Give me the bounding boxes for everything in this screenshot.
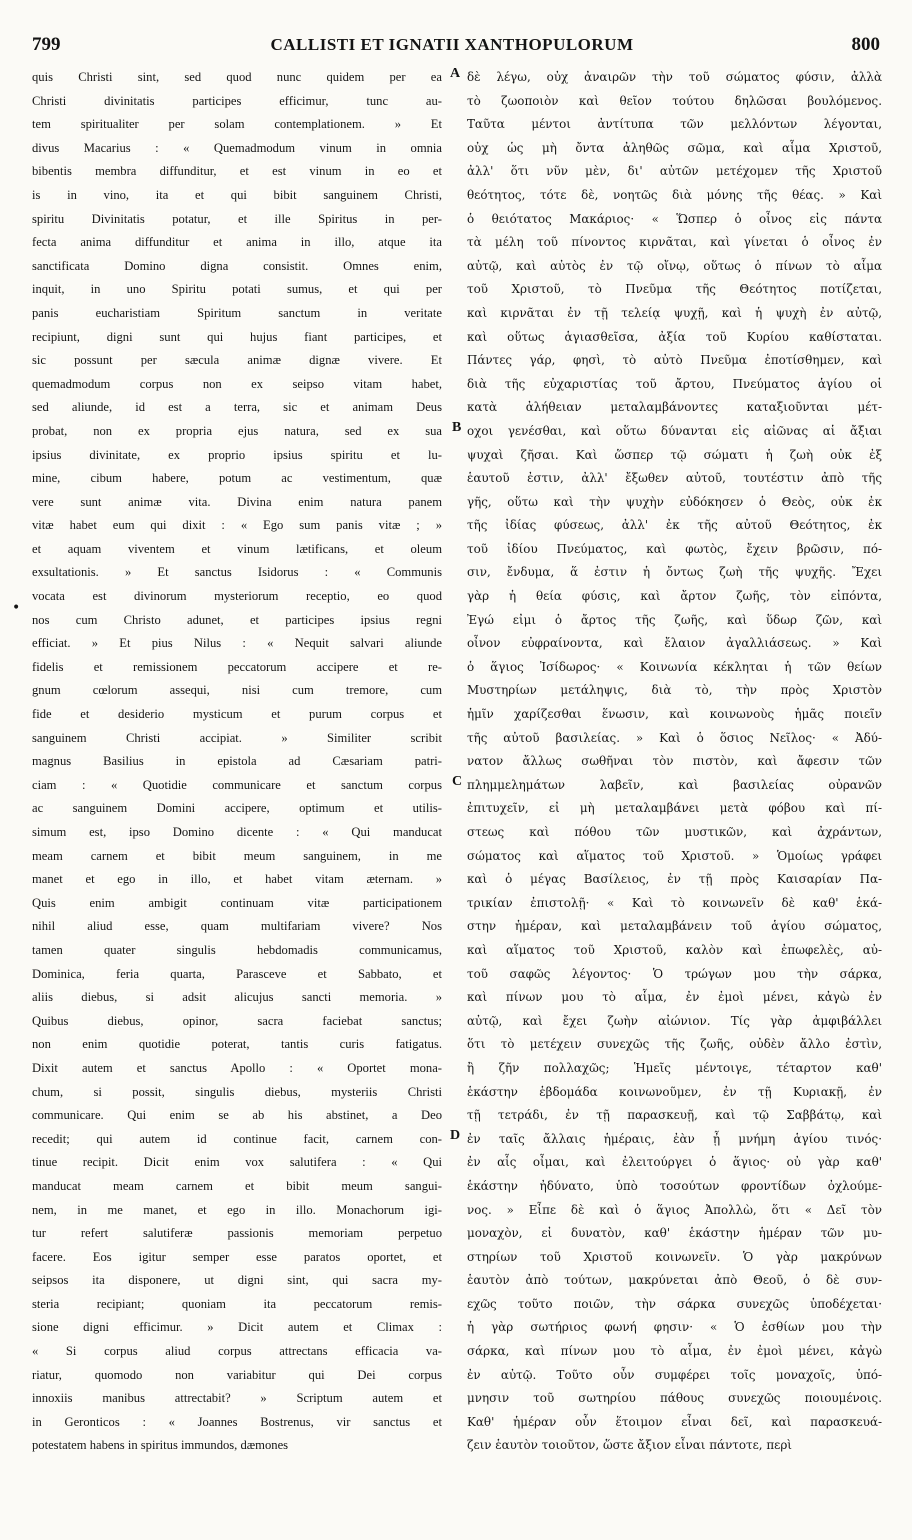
greek-text-line: ἑαυτὸν ἀπὸ τούτων, μακρύνεται ἀπὸ Θεοῦ, ὁ δὲ συν- [467, 1273, 882, 1288]
greek-text-line: στηρίων τοῦ Χριστοῦ κοινωνεῖν. Ὁ γὰρ μακρύνων [467, 1249, 882, 1264]
latin-text-line: sanctificata Domino digna consistit. Omnes enim, [32, 258, 442, 273]
greek-text-line: τῆς ἰδίας φύσεως, ἀλλ' ἐκ τῆς αὐτοῦ Θεότητος, ἐκ [467, 518, 882, 533]
greek-text-line: Ταῦτα μέντοι ἀντίτυπα τῶν μελλόντων λέγονται, [467, 117, 882, 132]
greek-text-line: ἐπιτυχεῖν, εἰ μὴ μεταλαμβάνει μετὰ φόβου καὶ πί- [467, 801, 882, 816]
greek-text-line: ἡμῖν χαρίζεσθαι ἕνωσιν, καὶ κοινωνοὺς ἡμᾶς ποιεῖν [467, 707, 882, 722]
latin-text-line: quis Christi sint, sed quod nunc quidem per ea [32, 70, 442, 84]
greek-text-line: ἑαυτοῦ ἐστιν, ἀλλ' ἔξωθεν αὐτοῦ, τουτέστιν ἀπὸ τῆς [467, 471, 882, 486]
greek-text-line: τῇ τετράδι, ἐν τῇ παρασκευῇ, καὶ τῷ Σαββάτῳ, καὶ [467, 1108, 882, 1123]
latin-text-line: gnum cœlorum assequi, nisi cum tremore, cum [32, 683, 442, 698]
greek-text-line: τὸ ζωοποιὸν καὶ θεῖον τούτου δηλῶσαι βουλόμενος. [467, 93, 882, 108]
greek-text-line: τὰ μέλη τοῦ πίνοντος κιρνᾶται, καὶ γίνεται ὁ οἶνος ἐν [467, 235, 882, 250]
latin-text-line: in Geronticos : « Joannes Bostrenus, vir sanctus et [32, 1414, 442, 1429]
greek-text-line: γὰρ ἡ θεία φύσις, καὶ ἄρτον ζωῆς, τὸν εἰπόντα, [467, 589, 882, 604]
latin-text-line: tem spiritualiter per solam contemplationem. » Et [32, 117, 442, 132]
latin-text-line: aliis diebus, si adsit alicujus sancti memoria. » [32, 990, 442, 1005]
latin-text-line: innoxiis manibus attrectabit? » Scriptum autem et [32, 1391, 442, 1406]
latin-text-line: Dominica, feria quarta, Parasceve et Sabbato, et [32, 966, 442, 981]
latin-text-line: ac sanguinem Domini accipere, optimum et utilis- [32, 801, 442, 816]
latin-text-line: panis eucharistiam Spiritum sanctum in veritate [32, 305, 442, 320]
latin-text-line: vitæ habet eum qui dixit : « Ego sum panis vitæ ; » [32, 518, 442, 533]
greek-text-line: νος. » Εἶπε δὲ καὶ ὁ ἅγιος Ἀπολλὼ, ὅτι « Δεῖ τὸν [467, 1202, 882, 1217]
latin-text-line: sione digni efficimur. » Dicit autem et Climax : [32, 1320, 442, 1335]
greek-text-line: τοῦ σαφῶς λέγοντος· Ὁ τρώγων μου τὴν σάρκα, [467, 966, 882, 981]
latin-text-line: nihil aliud esse, quam multifariam vivere? Nos [32, 919, 442, 934]
greek-text-line: κατὰ ἀλήθειαν μεταλαμβάνοντες καταξιοῦνται μέτ- [467, 400, 882, 415]
latin-text-line: bibentis membra diffunditur, et est vinum in eo et [32, 164, 442, 179]
margin-letter-c: C [452, 774, 463, 789]
latin-text-line: divus Macarius : « Quemadmodum vinum in omnia [32, 140, 442, 155]
latin-text-line: meam carnem et bibit meum sanguinem, in me [32, 848, 442, 863]
greek-text-line: Καθ' ἡμέραν οὖν ἕτοιμον εἶναι δεῖ, καὶ παρασκευά- [467, 1414, 882, 1429]
latin-text-line: mine, cibum habere, potum ac vestimentum, quæ [32, 471, 442, 486]
latin-text-line: sic possunt per sæcula animæ dignæ vivere. Et [32, 353, 442, 368]
page-number-right: 800 [851, 34, 880, 55]
latin-text-line: potestatem habens in spiritus immundos, dæmones [32, 1438, 289, 1453]
greek-text-line: νατον ἄλλως σωθῆναι τὸν πιστὸν, καὶ ἄφεσιν τῶν [467, 754, 882, 769]
greek-text-line: σάρκα, καὶ πίνων μου τὸ αἷμα, ἐν ἐμοὶ μένει, κἀγὼ [467, 1344, 882, 1359]
latin-text-line: « Si corpus aliud corpus attrectans efficacia va- [32, 1344, 442, 1359]
greek-text-line: σιν, ἔνδυμα, ἅ ἐστιν ἡ ὄντως ζωὴ τῆς ψυχῆς. Ἔχει [467, 565, 882, 580]
latin-text-line: efficiat. » Et pius Nilus : « Nequit salvari aliunde [32, 636, 442, 651]
latin-text-line: fide et desiderio mysticum et purum corpus et [32, 707, 442, 722]
latin-text-line: inquit, in uno Spiritu potati sumus, et qui per [32, 282, 442, 297]
greek-text-line: οἶνον εὐφραίνοντα, καὶ ἔλαιον ἀγαλλιάσεως. » Καὶ [467, 636, 882, 651]
latin-text-line: tinue recipit. Dicit enim vox salutifera : « Qui [32, 1155, 442, 1170]
greek-text-line: ψυχαὶ ζῆσαι. Καὶ ὥσπερ τῷ σώματι ἡ ζωὴ οὐκ ἐξ [467, 447, 882, 462]
latin-text-line: tamen quater singulis hebdomadis communicamus, [32, 942, 442, 957]
margin-letter-d: D [450, 1128, 461, 1143]
greek-text-line: καὶ πίνων μου τὸ αἷμα, ἐν ἐμοὶ μένει, κἀγὼ ἐν [467, 990, 882, 1005]
greek-text-line: αὐτῷ, καὶ ἔχει ζωὴν αἰώνιον. Τίς γὰρ ἀμφιβάλλει [467, 1013, 882, 1028]
greek-text-line: μοναχὸν, εἰ δυνατὸν, καθ' ἑκάστην ἡμέραν τῶν μυ- [467, 1226, 882, 1241]
latin-text-line: manet et ego in illo, et habet vitam æternam. » [32, 872, 442, 887]
latin-text-line: sanguinem Christi accipiat. » Similiter scribit [32, 730, 442, 745]
greek-text-line: ἀλλ' ὅτι νῦν μὲν, δι' αὐτῶν μετέχομεν τῆς Χριστοῦ [467, 164, 882, 179]
latin-text-line: Christi divinitatis participes efficimur, tunc au- [32, 93, 442, 108]
greek-text-line: οὐχ ὡς μὴ ὄντα ἀληθῶς σῶμα, καὶ αἷμα Χριστοῦ, [467, 140, 882, 155]
latin-text-line: Dixit autem et sanctus Apollo : « Oportet mona- [32, 1060, 442, 1075]
latin-text-line: manducat meam carnem et bibit meum sangui- [32, 1178, 442, 1193]
greek-text-line: ἑκάστην ἠδύνατο, ὑπὸ τοσούτων φροντίδων ὀχλούμε- [467, 1178, 882, 1193]
latin-text-line: recipiunt, digni sunt qui hujus fiant participes, et [32, 329, 442, 344]
greek-text-line: ἐν ταῖς ἄλλαις ἡμέραις, ἐὰν ᾖ μνήμη ἁγίου τινός· [467, 1131, 882, 1146]
greek-text-line: τοῦ Χριστοῦ, τὸ Πνεῦμα τῆς Θεότητος ποτίζεται, [467, 282, 882, 297]
greek-text-line: ἑκάστην ἑβδομάδα κοινωνοῦμεν, ἐν τῇ Κυριακῇ, ἐν [467, 1084, 882, 1099]
latin-text-line: quemadmodum corpus non ex seipso vitam habet, [32, 376, 442, 391]
latin-text-line: nem, in me manet, et ego in illo. Monachorum igi- [32, 1202, 442, 1217]
latin-text-line: Quis enim ambigit continuam vitæ participationem [32, 895, 442, 910]
greek-text-line: στεως καὶ πόθου τῶν μυστικῶν, καὶ ἀχράντων, [467, 825, 882, 839]
latin-text-line: recedit; qui autem id continue facit, carnem con- [32, 1131, 442, 1146]
greek-column [467, 66, 882, 1458]
greek-text-line: τοῦ ἰδίου Πνεύματος, καὶ φωτὸς, ἔχειν βρῶσιν, πό- [467, 541, 882, 556]
greek-text-line: μνησιν τοῦ σωτηρίου πάθους συνεχῶς ποιουμένοις. [467, 1391, 882, 1406]
greek-text-line: στην ἡμέραν, καὶ μεταλαμβάνειν τοῦ ἁγίου σώματος, [467, 919, 882, 934]
greek-text-line: ἢ ζῆν πολλαχῶς; Ἡμεῖς μέντοιγε, τέταρτον καθ' [467, 1060, 882, 1075]
latin-text-line: vocata est divinorum mysteriorum receptio, eo quod [32, 589, 442, 604]
greek-text-line: τρικίαν ἐπιστολῇ· « Καὶ τὸ κοινωνεῖν δὲ καθ' ἑκά- [467, 895, 882, 910]
greek-text-line: θεότητος, τότε δὲ, νοητῶς διὰ μόνης τῆς θέας. » Καὶ [467, 187, 882, 202]
latin-text-line: spiritu Divinitatis potatur, et ille Spiritus in per- [32, 211, 442, 226]
latin-text-line: nos cum Christo adunet, et participes ipsius regni [32, 612, 442, 627]
greek-text-line: ζειν ἑαυτὸν τοιοῦτον, ὥστε ἄξιον εἶναι πάντοτε, περὶ [467, 1438, 792, 1453]
latin-text-line: probat, non ex propria ejus natura, sed ex sua [32, 423, 442, 438]
greek-text-line: καὶ αἵματος τοῦ Χριστοῦ, καλὸν καὶ ἐπωφελὲς, αὐ- [467, 942, 882, 957]
latin-text-line: communicare. Qui enim se ab his abstinet, a Deo [32, 1108, 442, 1123]
greek-text-line: τῆς αὐτοῦ βασιλείας. » Καὶ ὁ ὅσιος Νεῖλος· « Ἀδύ- [467, 730, 882, 745]
latin-text-line: simum est, ipso Domino dicente : « Qui manducat [32, 825, 442, 839]
greek-text-line: Ἐγώ εἰμι ὁ ἄρτος τῆς ζωῆς, καὶ ὕδωρ ζῶν, καὶ [467, 612, 882, 627]
greek-text-line: Πάντες γάρ, φησὶ, τὸ αὐτὸ Πνεῦμα ἐποτίσθημεν, καὶ [467, 353, 882, 368]
greek-text-line: ὁ ἅγιος Ἰσίδωρος· « Κοινωνία κέκληται ἡ τῶν θείων [467, 659, 882, 674]
latin-text-line: seipsos ita disponere, ut digni sint, qui sacra my- [32, 1273, 442, 1288]
greek-text-line: διὰ τῆς εὐχαριστίας τοῦ ἄρτου, Πνεύματος ἁγίου οἱ [467, 376, 882, 391]
page-header [24, 34, 880, 60]
latin-text-line: steria recipiant; quoniam ita peccatorum remis- [32, 1296, 442, 1311]
latin-text-line: chum, si possit, singulis diebus, mysteriis Christi [32, 1084, 442, 1099]
latin-text-line: fecta anima diffunditur et anima in illo, atque ita [32, 235, 442, 250]
greek-text-line: οχοι γενέσθαι, καὶ οὕτω δύνανται εἰς αἰῶνας αἱ ἄξιαι [467, 423, 882, 438]
latin-text-line: vere sunt animæ vita. Divina enim natura panem [32, 494, 442, 509]
latin-text-line: Quibus diebus, opinor, sacra faciebat sanctus; [32, 1013, 442, 1028]
greek-text-line: ἐν αἷς οἶμαι, καὶ ἐλειτούργει ὁ ἅγιος· οὐ γὰρ καθ' [467, 1155, 882, 1170]
latin-text-line: ipsius divinitate, ex proprio ipsius spiritu et lu- [32, 447, 442, 462]
latin-text-line: et aquam viventem et vinum lætificans, et oleum [32, 541, 442, 556]
running-title: CALLISTI ET IGNATII XANTHOPULORUM [270, 35, 634, 54]
greek-text-line: πλημμελημάτων λαβεῖν, καὶ βασιλείας οὐρανῶν [467, 777, 882, 792]
greek-text-line: σώματος καὶ αἵματος τοῦ Χριστοῦ. » Ὁμοίως γράφει [467, 848, 882, 863]
greek-text-line: Μυστηρίων μετάληψις, διὰ τὸ, τὴν πρὸς Χριστὸν [467, 683, 882, 698]
page-number-left: 799 [32, 34, 61, 55]
greek-text-line: καὶ κιρνᾶται ἐν τῇ τελείᾳ ψυχῇ, καὶ ἡ ψυχὴ ἐν αὐτῷ, [467, 305, 882, 320]
latin-text-line: is in vino, ita et qui bibit sanguinem Christi, [32, 187, 442, 202]
greek-text-line: αὐτῷ, καὶ αὐτὸς ἐν τῷ οἴνῳ, οὕτως ὁ πίνων τὸ αἷμα [467, 258, 882, 273]
margin-letter-b: B [452, 420, 462, 435]
greek-text-line: εχῶς τοῦτο ποιῶν, τὴν σάρκα συνεχῶς ὑποδέχεται· [467, 1296, 882, 1311]
greek-text-line: γῆς, οὕτω καὶ τὴν ψυχὴν εὐδόκησεν ὁ Θεὸς, οὐκ ἐκ [467, 494, 882, 509]
latin-text-line: facere. Eos igitur semper esse paratos oportet, et [32, 1249, 442, 1264]
margin-note-mark: • [12, 600, 21, 616]
greek-text-line: ἐν αὐτῷ. Τοῦτο οὖν συμφέρει τοῖς μοναχοῖς, ὑπό- [467, 1367, 882, 1382]
greek-text-line: καὶ ὁ μέγας Βασίλειος, ἐν τῇ πρὸς Καισαρίαν Πα- [467, 872, 882, 887]
latin-text-line: tur refert salutiferæ passionis memoriam perpetuo [32, 1226, 442, 1241]
margin-letter-a: A [450, 66, 461, 81]
greek-text-line: ἡ γὰρ σωτήριος φωνή φησιν· « Ὁ ἐσθίων μου τὴν [467, 1320, 882, 1335]
latin-text-line: exsultationis. » Et sanctus Isidorus : « Communis [32, 565, 442, 580]
greek-text-line: δὲ λέγω, οὐχ ἀναιρῶν τὴν τοῦ σώματος φύσιν, ἀλλὰ [467, 70, 882, 84]
greek-text-line: ὅτι τὸ μετέχειν συνεχῶς τῆς ζωῆς, οὐδὲν ἄλλο ἐστὶν, [467, 1037, 882, 1052]
latin-text-line: riatur, quomodo non variabitur qui Dei corpus [32, 1367, 442, 1382]
latin-text-line: sed aliunde, id est a terra, sic et animam Deus [32, 400, 442, 415]
latin-column [32, 66, 442, 1458]
greek-text-line: ὁ θειότατος Μακάριος· « Ὥσπερ ὁ οἶνος εἰς πάντα [467, 211, 882, 226]
greek-text-line: καὶ οὕτως ἁγιασθεῖσα, ἀξία τοῦ Κυρίου καθίσταται. [467, 329, 882, 344]
latin-text-line: ciam : « Quotidie communicare et sanctum corpus [32, 777, 442, 792]
latin-text-line: non enim quotidie poterat, tantis curis fatigatus. [32, 1037, 442, 1052]
latin-text-line: fidelis et remissionem peccatorum accipere et re- [32, 659, 442, 674]
latin-text-line: magnus Basilius in epistola ad Cæsariam patri- [32, 754, 442, 769]
